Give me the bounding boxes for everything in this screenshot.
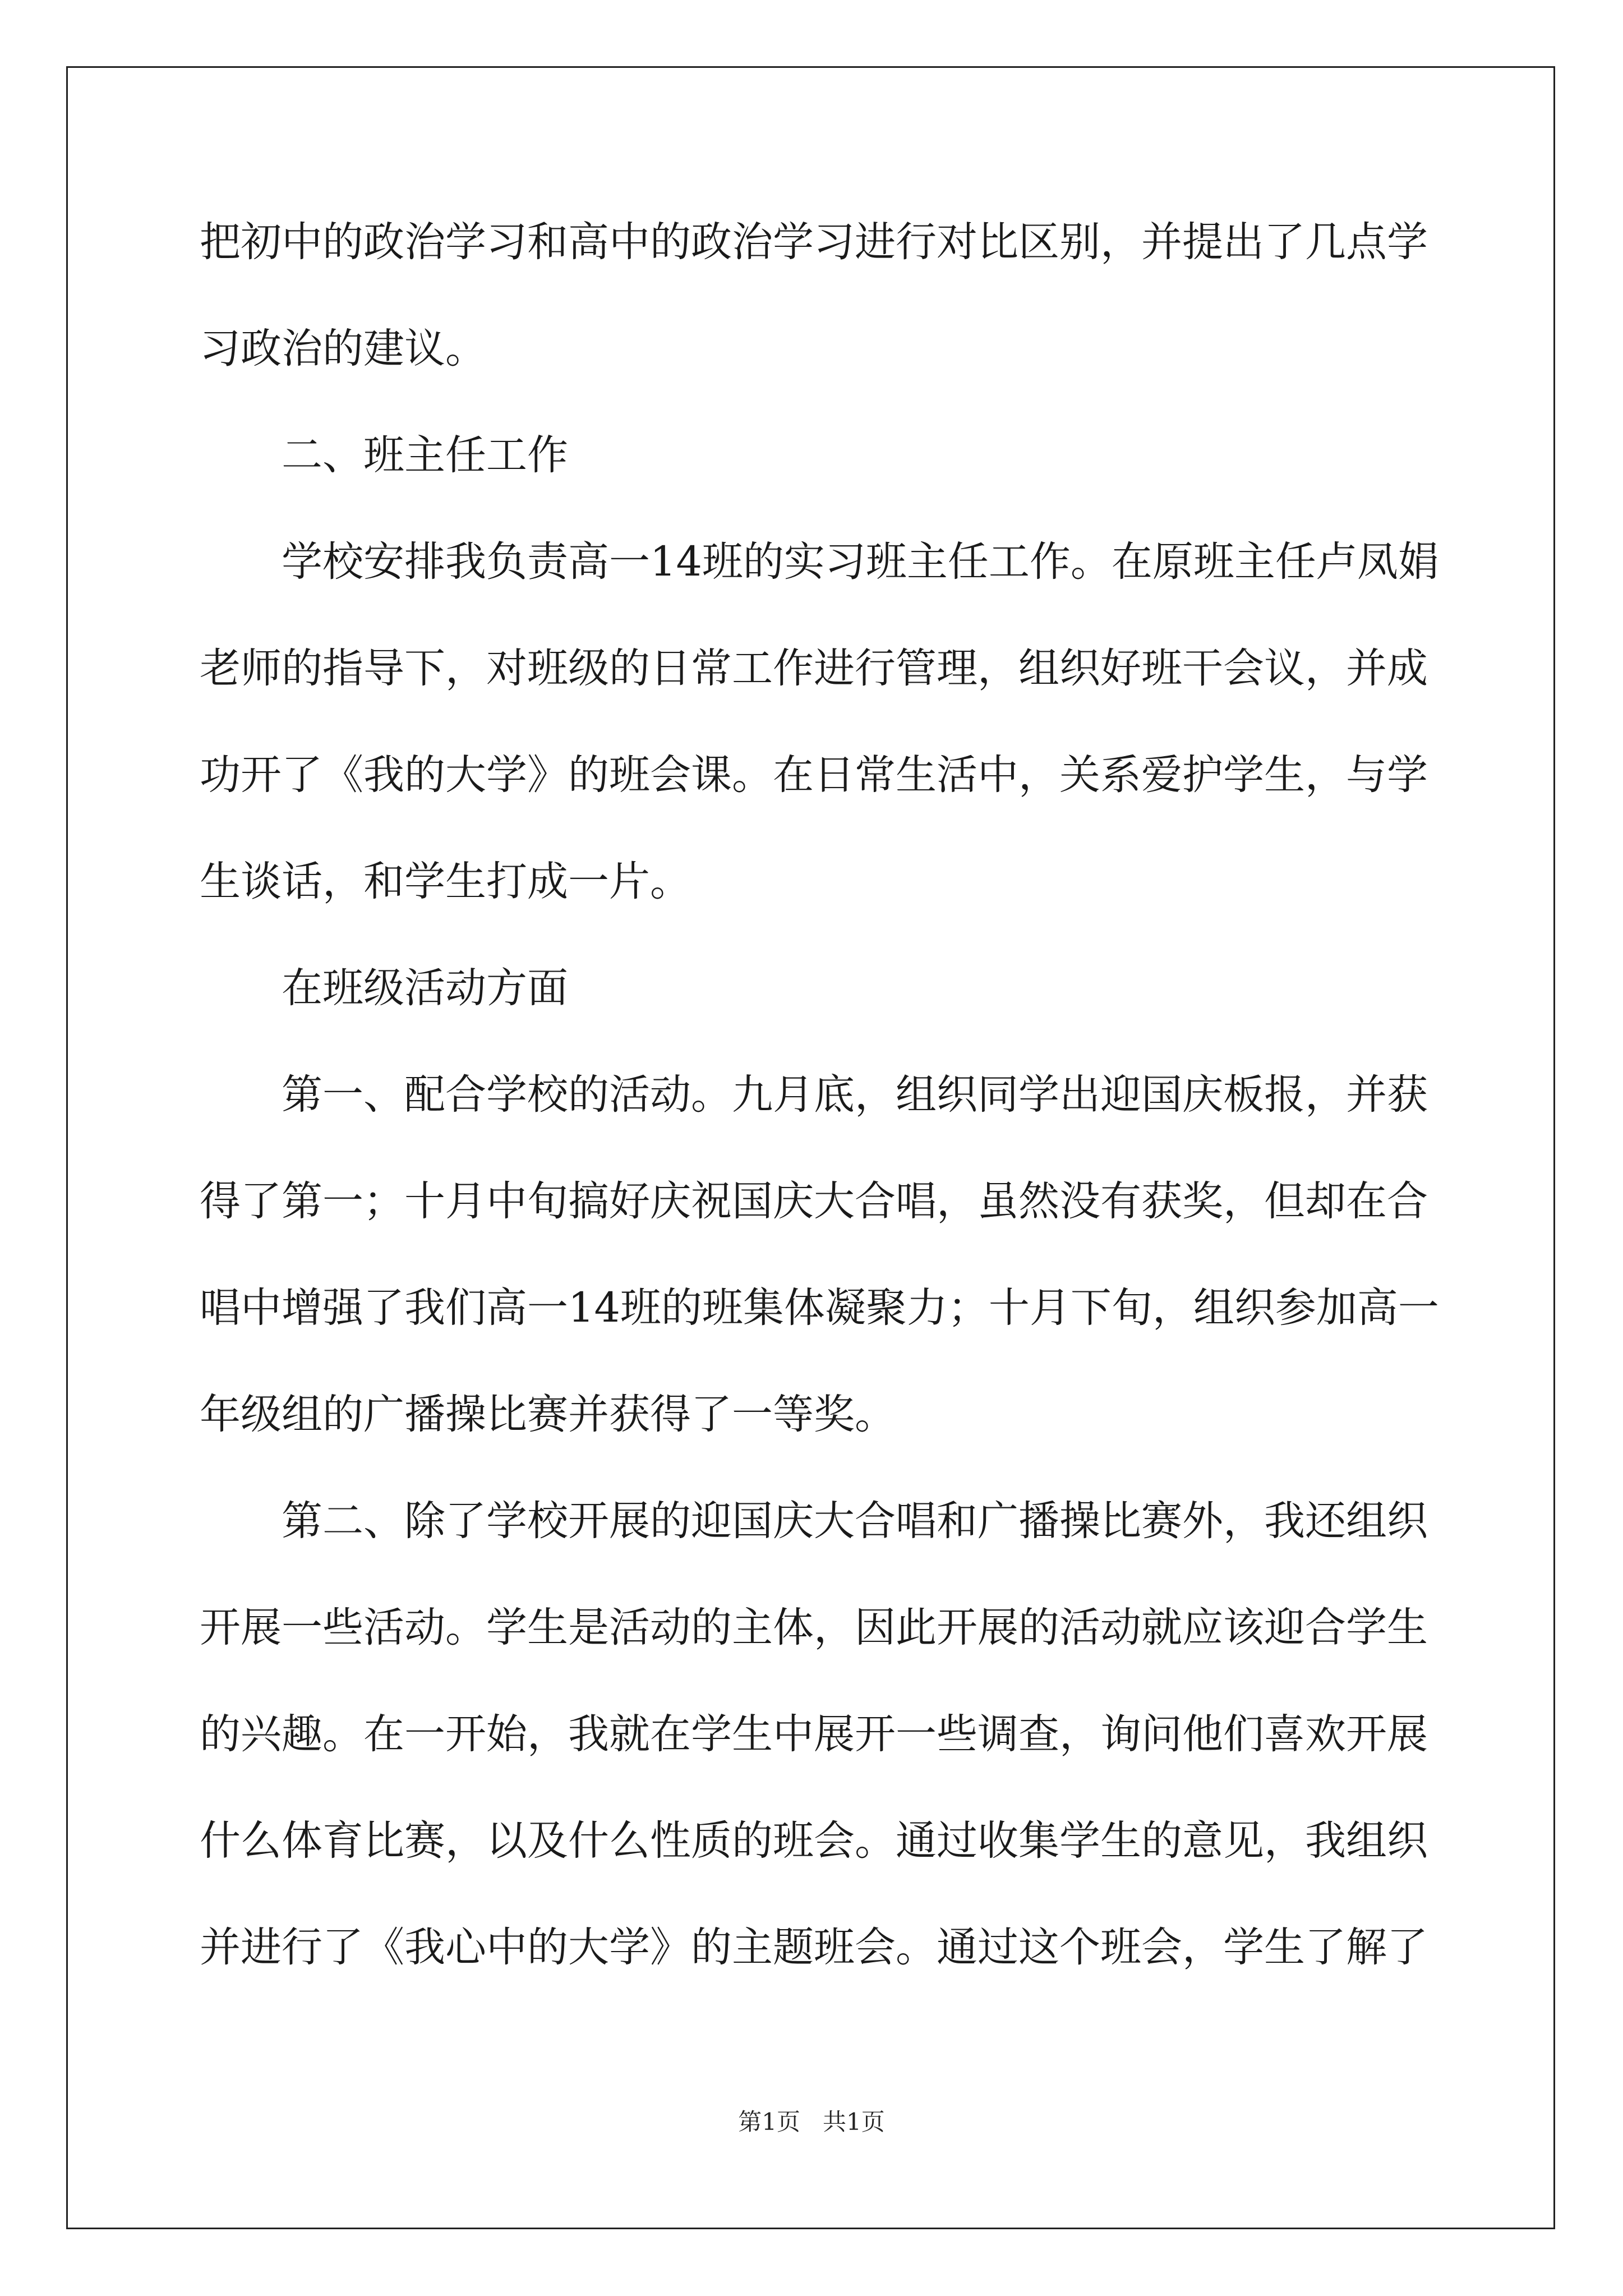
section-heading: 二、班主任工作 (282, 431, 568, 479)
text-line: 学校安排我负责高一14班的实习班主任工作。在原班主任卢凤娟 (282, 538, 1439, 586)
text-line: 的兴趣。在一开始，我就在学生中展开一些调查，询问他们喜欢开展 (200, 1710, 1428, 1758)
text-line: 第一、配合学校的活动。九月底，组织同学出迎国庆板报，并获 (282, 1071, 1428, 1119)
text-line: 老师的指导下，对班级的日常工作进行管理，组织好班干会议，并成 (200, 645, 1428, 692)
subsection-heading: 在班级活动方面 (282, 964, 568, 1012)
text-line: 唱中增强了我们高一14班的班集体凝聚力；十月下旬，组织参加高一 (200, 1284, 1439, 1332)
text-line: 得了第一；十月中旬搞好庆祝国庆大合唱，虽然没有获奖，但却在合 (200, 1177, 1428, 1225)
text-line: 什么体育比赛，以及什么性质的班会。通过收集学生的意见，我组织 (200, 1817, 1428, 1865)
page-border (66, 66, 1555, 2229)
text-line: 功开了《我的大学》的班会课。在日常生活中，关系爱护学生，与学 (200, 751, 1428, 799)
text-line: 并进行了《我心中的大学》的主题班会。通过这个班会，学生了解了 (200, 1924, 1428, 1971)
text-line: 习政治的建议。 (200, 325, 486, 372)
text-line: 生谈话，和学生打成一片。 (200, 858, 691, 905)
text-line: 开展一些活动。学生是活动的主体，因此开展的活动就应该迎合学生 (200, 1604, 1428, 1651)
text-line: 把初中的政治学习和高中的政治学习进行对比区别，并提出了几点学 (200, 218, 1428, 266)
text-line: 第二、除了学校开展的迎国庆大合唱和广播操比赛外，我还组织 (282, 1497, 1428, 1545)
page-number: 第1页 共1页 (738, 2108, 885, 2136)
text-line: 年级组的广播操比赛并获得了一等奖。 (200, 1391, 896, 1438)
